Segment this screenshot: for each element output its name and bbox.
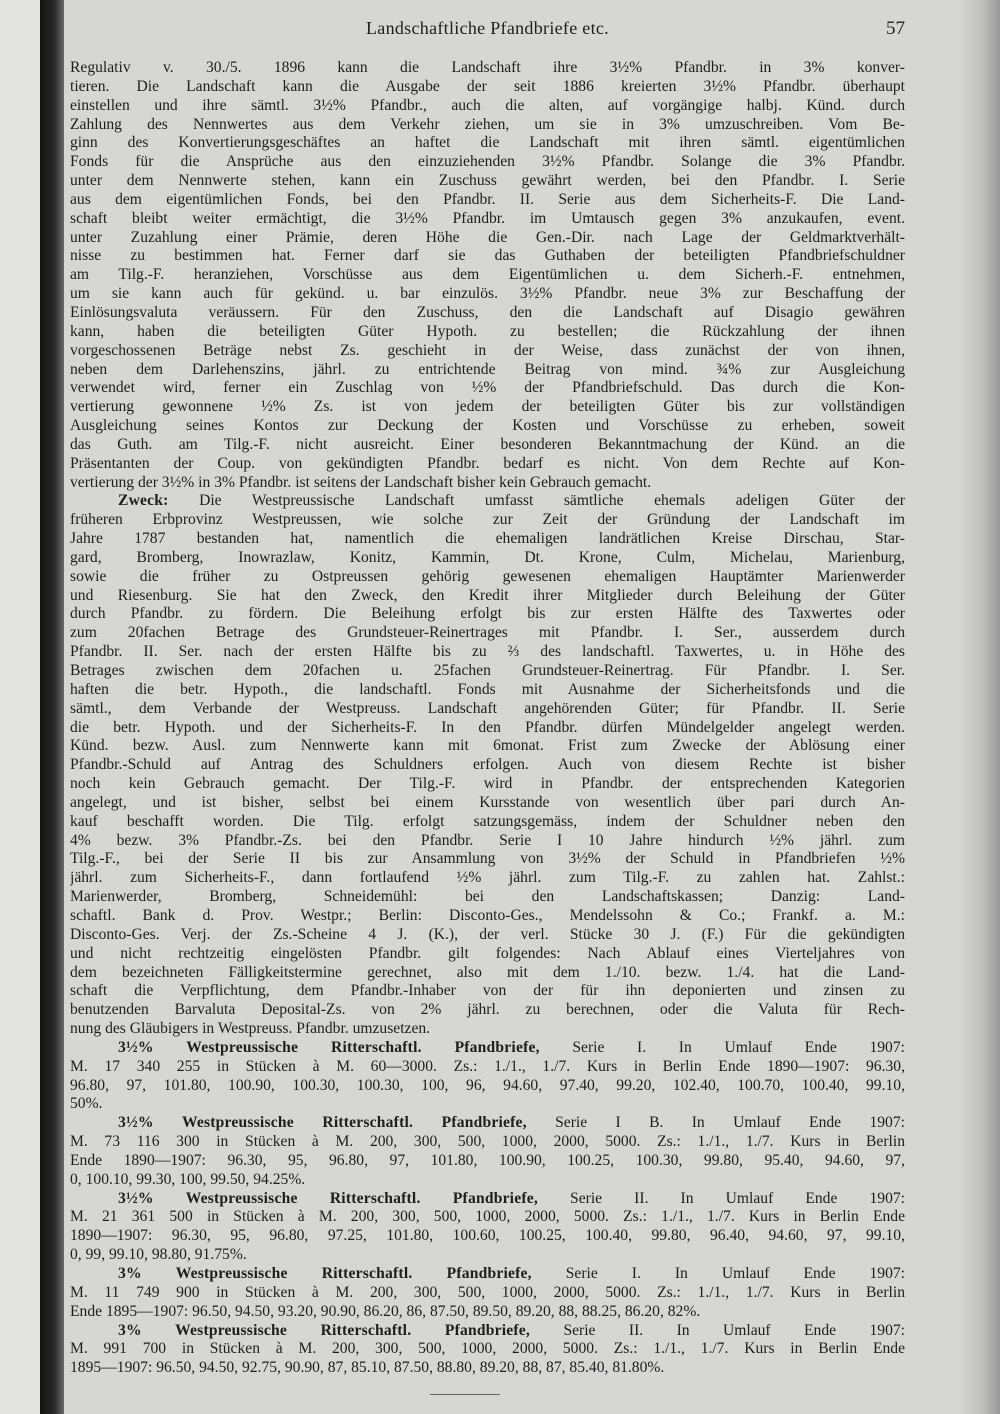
line-text: um sie kann auch für gekünd. u. bar einzulös. 3½% Pfandbr. neue 3% zur Beschaffung der [70, 285, 905, 303]
bold-heading: Zweck: [118, 492, 169, 510]
line-text: vertierung gewonnene ½% Zs. ist von jedem der beteiligten Güter bis zur vollständigen [70, 398, 905, 416]
line-text: 96.80, 97, 101.80, 100.90, 100.30, 100.30, 100, 96, 94.60, 97.40, 99.20, 102.40, 100.70, 100.40, 99.10, [70, 1076, 905, 1094]
text-line [70, 304, 905, 323]
text-line [70, 1001, 905, 1020]
line-text: schaft die Verpflichtung, dem Pfandbr.-Inhaber von der für ihn deponierten und zinsen zu [70, 982, 905, 1000]
text-line [70, 247, 905, 266]
line-text: früheren Erbprovinz Westpreussen, wie solche zur Zeit der Gründung der Landschaft im [70, 511, 905, 529]
line-text: vertierung der 3½% in 3% Pfandbr. ist seitens der Landschaft bisher kein Gebrauch gemacht. [70, 473, 652, 491]
line-text: schaft bleibt weiter ermächtigt, die 3½% Pfandbr. im Umtausch gegen 3% anzukaufen, event. [70, 209, 905, 227]
line-text: Einlösungsvaluta veräussern. Für den Zuschuss, den die Landschaft auf Disagio gewähren [70, 303, 905, 321]
line-text: Regulativ v. 30./5. 1896 kann die Landschaft ihre 3½% Pfandbr. in 3% konver- [70, 59, 905, 76]
text-line [70, 1359, 905, 1378]
line-text: M. 17 340 255 in Stücken à M. 60—3000. Zs.: 1./1., 1./7. Kurs in Berlin Ende 1890—1907: 96.30, [70, 1057, 905, 1075]
line-text: 1890—1907: 96.30, 95, 96.80, 97.25, 101.80, 100.60, 100.25, 100.40, 99.80, 96.40, 94.60, 97, 99.10, [70, 1227, 905, 1245]
line-text: M. 11 749 900 in Stücken à M. 200, 300, 500, 1000, 2000, 5000. Zs.: 1./1., 1./7. Kurs in Berlin [70, 1283, 905, 1301]
text-line [70, 455, 905, 474]
line-text: Marienwerder, Bromberg, Schneidemühl: bei den Landschaftskassen; Danzig: Land- [70, 888, 905, 906]
line-text: nisse zu bestimmen hat. Ferner darf sie das Guthaben der beteiligten Pfandbriefschuldner [70, 247, 905, 265]
line-text: am Tilg.-F. heranziehen, Vorschüsse aus dem Eigentümlichen u. dem Sicherh.-F. entnehmen, [70, 266, 905, 284]
text-line [70, 1058, 905, 1077]
text-line [70, 78, 905, 97]
text-line [70, 1284, 905, 1303]
text-line [70, 59, 905, 78]
text-line [70, 1171, 905, 1190]
line-text: nung des Gläubigers in Westpreuss. Pfandbr. umzusetzen. [70, 1020, 431, 1038]
text-line [70, 700, 905, 719]
text-line [70, 813, 905, 832]
text-line [70, 624, 905, 643]
text-line [70, 1039, 905, 1058]
text-column [70, 59, 905, 1378]
text-line [70, 643, 905, 662]
running-header [70, 18, 905, 42]
line-text: Serie II. In Umlauf Ende 1907: [530, 1321, 905, 1339]
line-text: das Guth. am Tilg.-F. nicht ausreicht. Einer besonderen Bekanntmachung der Künd. an die [70, 435, 905, 453]
line-text: tieren. Die Landschaft kann die Ausgabe der seit 1886 kreierten 3½% Pfandbr. überhaupt [70, 77, 905, 95]
text-line [70, 926, 905, 945]
text-line [70, 568, 905, 587]
line-text: dem bezeichneten Fälligkeitstermine gerechnet, also mit dem 1./10. bezw. 1./4. hat die Land- [70, 963, 905, 981]
text-line [70, 191, 905, 210]
line-text: vorgeschossenen Beträge nebst Zs. geschieht in der Weise, dass zunächst der von ihnen, [70, 341, 905, 359]
text-line [70, 1208, 905, 1227]
line-text: M. 21 361 500 in Stücken à M. 200, 300, 500, 1000, 2000, 5000. Zs.: 1./1., 1./7. Kurs in Berlin Ende [70, 1208, 905, 1226]
text-line [70, 323, 905, 342]
text-line [70, 737, 905, 756]
line-text: Disconto-Ges. Verj. der Zs.-Scheine 4 J. (K.), der verl. Stücke 30 J. (F.) Für die gekündigten [70, 925, 905, 943]
text-line [70, 1095, 905, 1114]
page-number: 57 [886, 18, 905, 39]
text-line [70, 97, 905, 116]
text-line [70, 266, 905, 285]
line-text: kauf beschafft worden. Die Tilg. erfolgt satzungsgemäss, indem der Schuldner neben den [70, 812, 905, 830]
line-text: unter dem Nennwerte stehen, kann ein Zuschuss gewährt werden, bei den Pfandbr. I. Serie [70, 172, 905, 190]
text-line [70, 492, 905, 511]
text-line [70, 436, 905, 455]
line-text: sowie die früher zu Ostpreussen gehörig gewesenen ehemaligen Hauptämter Marienwerder [70, 567, 905, 585]
text-line [70, 719, 905, 738]
line-text: 0, 100.10, 99.30, 100, 99.50, 94.25%. [70, 1170, 306, 1188]
line-text: Serie I. In Umlauf Ende 1907: [531, 1265, 905, 1282]
text-line [70, 982, 905, 1001]
line-text: Die Westpreussische Landschaft umfasst sämtliche ehemals adeligen Güter der [168, 492, 905, 510]
bold-heading: 3½% Westpreussische Ritterschaftl. Pfandbriefe, [118, 1038, 540, 1056]
line-text: haften die betr. Hypoth., die landschaftl. Fonds mit Ausnahme der Sicherheitsfonds und die [70, 680, 905, 698]
text-line [70, 134, 905, 153]
running-title: Landschaftliche Pfandbriefe etc. [366, 18, 609, 38]
text-line [70, 945, 905, 964]
line-text: Betrages zwischen dem 20fachen u. 25fachen Grundsteuer-Reinertrag. Für Pfandbr. I. Ser. [70, 662, 905, 679]
text-line [70, 116, 905, 135]
text-line [70, 850, 905, 869]
text-line [70, 172, 905, 191]
bold-heading: 3½% Westpreussische Ritterschaftl. Pfandbriefe, [118, 1189, 538, 1207]
book-gutter [40, 0, 64, 1414]
line-text: 0, 99, 99.10, 98.80, 91.75%. [70, 1246, 247, 1264]
line-text: Zahlung des Nennwertes aus dem Verkehr ziehen, um sie in 3% umzuschreiben. Vom Be- [70, 115, 905, 133]
line-text: ginn des Konvertierungsgeschäftes an haftet die Landschaft mit ihren sämtl. eigentümlichen [70, 134, 905, 152]
line-text: angelegt, und ist bisher, selbst bei einem Kursstande von wesentlich über pari durch An- [70, 793, 905, 811]
line-text: zum 20fachen Betrage des Grundsteuer-Reinertrages mit Pfandbr. I. Ser., ausserdem durch [70, 624, 905, 642]
line-text: noch kein Gebrauch gemacht. Der Tilg.-F. wird in Pfandbr. der entsprechenden Kategorien [70, 775, 905, 793]
facing-page-edge [0, 0, 40, 1414]
text-line [70, 549, 905, 568]
text-line [70, 1265, 905, 1284]
line-text: Pfandbr. II. Ser. nach der ersten Hälfte bis zu ⅔ des landschaftl. Taxwertes, u. in Höhe des [70, 643, 905, 661]
text-line [70, 681, 905, 700]
line-text: durch Pfandbr. zu fördern. Die Beleihung erfolgt bis zur ersten Hälfte des Taxwertes oder [70, 605, 905, 623]
text-line [70, 342, 905, 361]
text-line [70, 210, 905, 229]
line-text: und nicht rechtzeitig eingelösten Pfandbr. gilt folgendes: Nach Ablauf eines Vierteljahres von [70, 944, 905, 962]
text-line [70, 587, 905, 606]
line-text: aus dem eigentümlichen Fonds, bei den Pfandbr. II. Serie aus dem Sicherheits-F. Die Land- [70, 190, 905, 208]
line-text: Tilg.-F., bei der Serie II bis zur Ansammlung von 3½% der Schuld in Pfandbriefen ½% [70, 850, 905, 868]
text-line [70, 964, 905, 983]
line-text: unter Zuzahlung einer Prämie, deren Höhe die Gen.-Dir. nach Lage der Geldmarktverhält- [70, 228, 905, 246]
line-text: 50%. [70, 1095, 103, 1113]
line-text: Ausgleichung seines Kontos zur Deckung der Kosten und Vorschüsse zu erheben, soweit [70, 417, 905, 435]
text-line [70, 869, 905, 888]
text-line [70, 605, 905, 624]
line-text: benutzenden Barvaluta Deposital-Zs. von 2% jährl. zu berechnen, oder die Valuta für Rech- [70, 1001, 905, 1019]
text-line [70, 285, 905, 304]
text-line [70, 907, 905, 926]
text-line [70, 474, 905, 493]
bold-heading: 3% Westpreussische Ritterschaftl. Pfandbriefe, [118, 1265, 532, 1282]
text-line [70, 398, 905, 417]
text-line [70, 417, 905, 436]
line-text: 1895—1907: 96.50, 94.50, 92.75, 90.90, 87, 85.10, 87.50, 88.80, 89.20, 88, 87, 85.40, 81.80%. [70, 1359, 665, 1377]
text-line [70, 379, 905, 398]
line-text: M. 73 116 300 in Stücken à M. 200, 300, 500, 1000, 2000, 5000. Zs.: 1./1., 1./7. Kurs in Berlin [70, 1133, 905, 1151]
line-text: M. 991 700 in Stücken à M. 200, 300, 500, 1000, 2000, 5000. Zs.: 1./1., 1./7. Kurs in Berlin Ende [70, 1340, 905, 1358]
text-line [70, 888, 905, 907]
text-line [70, 229, 905, 248]
line-text: jährl. zum Sicherheits-F., dann fortlaufend ½% jährl. zum Tilg.-F. zu zahlen hat. Zahlst.: [70, 869, 905, 887]
text-line [70, 1322, 905, 1341]
text-line [70, 1246, 905, 1265]
line-text: Fonds für die Ansprüche aus den einzuziehenden 3½% Pfandbr. Solange die 3% Pfandbr. [70, 153, 905, 171]
text-line [70, 1152, 905, 1171]
line-text: Präsentanten der Coup. von gekündigten Pfandbr. bedarf es nicht. Von dem Rechte auf Kon- [70, 454, 905, 472]
text-line [70, 361, 905, 380]
line-text: kann, haben die beteiligten Güter Hypoth. zu bestellen; die Rückzahlung der ihnen [70, 322, 905, 340]
end-rule [430, 1394, 500, 1395]
line-text: Serie II. In Umlauf Ende 1907: [537, 1189, 905, 1207]
text-line [70, 1303, 905, 1322]
line-text: Serie I B. In Umlauf Ende 1907: [526, 1114, 905, 1132]
line-text: sämtl., dem Verbande der Westpreuss. Landschaft angehörenden Güter; für Pfandbr. II. Serie [70, 699, 905, 717]
text-line [70, 1114, 905, 1133]
line-text: gard, Bromberg, Inowrazlaw, Konitz, Kammin, Dt. Krone, Culm, Michelau, Marienburg, [70, 548, 905, 566]
line-text: Jahre 1787 bestanden hat, namentlich die ehemaligen landrätlichen Kreise Dirschau, Star- [70, 530, 905, 548]
text-line [70, 1190, 905, 1209]
line-text: schaftl. Bank d. Prov. Westpr.; Berlin: Disconto-Ges., Mendelssohn & Co.; Frankf. a. M.: [70, 906, 905, 924]
bold-heading: 3% Westpreussische Ritterschaftl. Pfandbriefe, [118, 1321, 531, 1339]
text-line [70, 153, 905, 172]
text-line [70, 794, 905, 813]
line-text: einstellen und ihre sämtl. 3½% Pfandbr., auch die alten, auf vorgängige halbj. Künd. durch [70, 96, 905, 114]
text-line [70, 511, 905, 530]
line-text: verwendet wird, ferner ein Zuschlag von ½% der Pfandbriefschuld. Das durch die Kon- [70, 379, 905, 397]
line-text: Pfandbr.-Schuld auf Antrag des Schuldners erfolgen. Auch von diesem Rechte ist bisher [70, 756, 905, 774]
line-text: und Riesenburg. Sie hat den Zweck, den Kredit ihrer Mitglieder durch Beleihung der Güter [70, 586, 905, 604]
line-text: die betr. Hypoth. und der Sicherheits-F. In den Pfandbr. dürfen Mündelgelder angelegt werden. [70, 718, 905, 736]
text-line [70, 662, 905, 681]
line-text: neben dem Darlehenszins, jährl. zu entrichtende Beitrag von mind. ¾% zur Ausgleichung [70, 360, 905, 378]
text-line [70, 1227, 905, 1246]
line-text: Ende 1890—1907: 96.30, 95, 96.80, 97, 101.80, 100.90, 100.25, 100.30, 99.80, 95.40, 94.60, 97, [70, 1151, 905, 1169]
bold-heading: 3½% Westpreussische Ritterschaftl. Pfandbriefe, [118, 1114, 527, 1132]
text-line [70, 775, 905, 794]
page-edge [960, 0, 1000, 1414]
line-text: Serie I. In Umlauf Ende 1907: [539, 1038, 905, 1056]
line-text: Ende 1895—1907: 96.50, 94.50, 93.20, 90.90, 86.20, 86, 87.50, 89.50, 89.20, 88, 88.25, 86.20, 82%. [70, 1302, 701, 1320]
line-text: Künd. bezw. Ausl. zum Nennwerte kann mit 6monat. Frist zum Zwecke der Ablösung einer [70, 737, 905, 755]
text-line [70, 832, 905, 851]
text-line [70, 756, 905, 775]
text-line [70, 530, 905, 549]
text-line [70, 1077, 905, 1096]
text-line [70, 1340, 905, 1359]
text-line [70, 1020, 905, 1039]
text-line [70, 1133, 905, 1152]
line-text: 4% bezw. 3% Pfandbr.-Zs. bei den Pfandbr. Serie I 10 Jahre hindurch ½% jährl. zum [70, 831, 905, 849]
